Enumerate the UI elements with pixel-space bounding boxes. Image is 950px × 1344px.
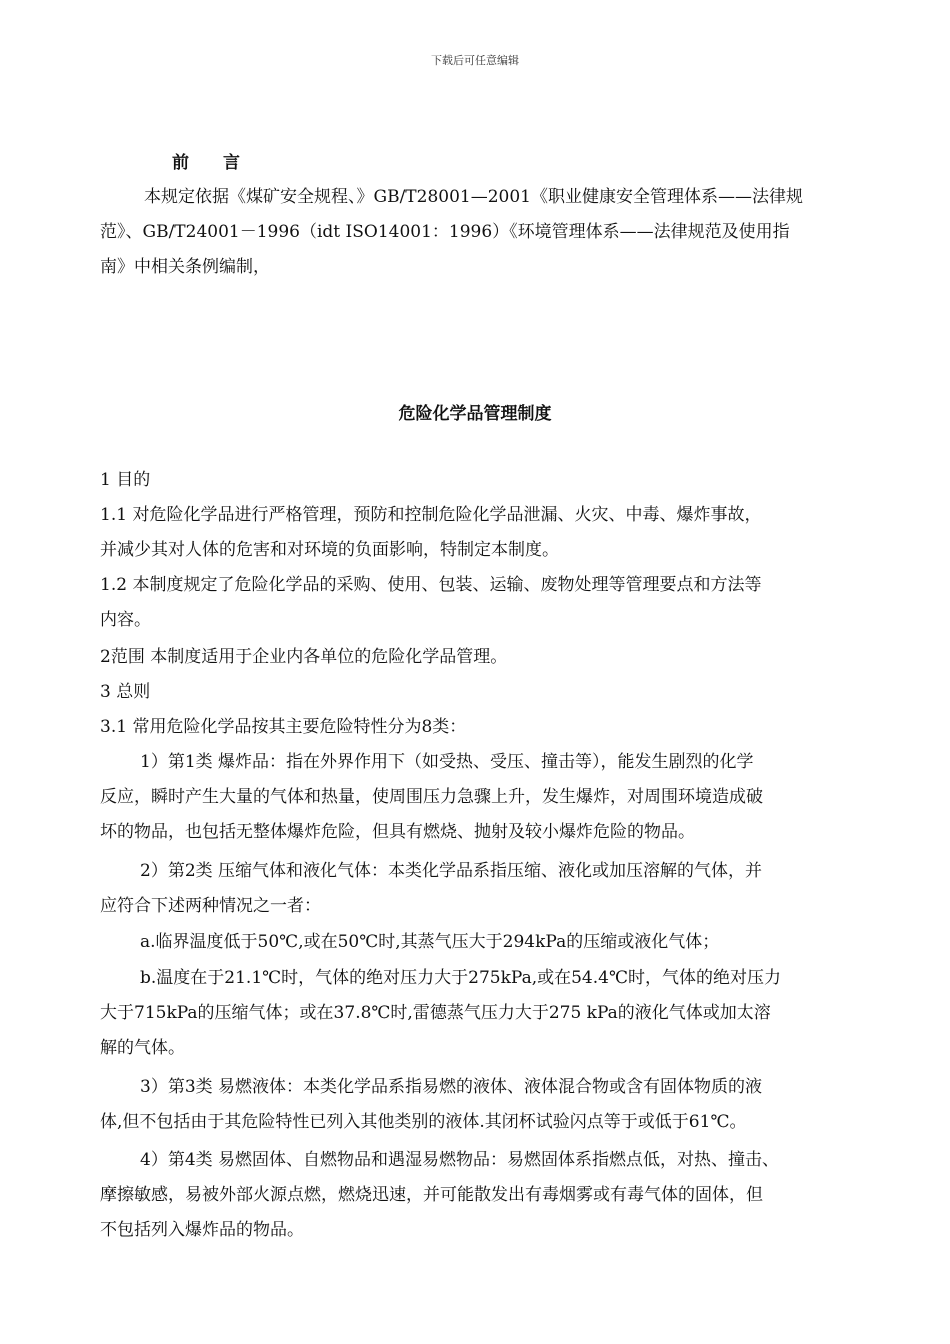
class-3-line-1: 3）第3类 易燃液体：本类化学品系指易燃的液体、液体混合物或含有固体物质的液 (140, 1077, 763, 1097)
document-title: 危险化学品管理制度 (398, 404, 552, 424)
section-1-1-line-2: 并减少其对人体的危害和对环境的负面影响，特制定本制度。 (100, 540, 559, 560)
preface-line-1: 本规定依据《煤矿安全规程、》GB/T28001—2001《职业健康安全管理体系——法律规 (144, 187, 803, 207)
section-2-line: 2范围 本制度适用于企业内各单位的危险化学品管理。 (100, 647, 508, 667)
page-header: 下载后可任意编辑 (431, 54, 519, 67)
class-2-line-1: 2）第2类 压缩气体和液化气体：本类化学品系指压缩、液化或加压溶解的气体，并 (140, 861, 763, 881)
class-1-line-1: 1）第1类 爆炸品：指在外界作用下（如受热、受压、撞击等），能发生剧烈的化学 (140, 752, 754, 772)
section-3-heading: 3 总则 (100, 682, 151, 702)
section-1-heading: 1 目的 (100, 470, 151, 490)
section-1-2-line-1: 1.2 本制度规定了危险化学品的采购、使用、包装、运输、废物处理等管理要点和方法等 (100, 575, 762, 595)
class-2-line-2: 应符合下述两种情况之一者： (100, 896, 321, 916)
class-4-line-2: 摩擦敏感，易被外部火源点燃，燃烧迅速，并可能散发出有毒烟雾或有毒气体的固体，但 (100, 1185, 763, 1205)
class-2-item-b-line-2: 大于715kPa的压缩气体；或在37.8℃时,雷德蒸气压力大于275 kPa的液化气体或加太溶 (100, 1003, 771, 1023)
section-3-1-line: 3.1 常用危险化学品按其主要危险特性分为8类： (100, 717, 467, 737)
class-4-line-3: 不包括列入爆炸品的物品。 (100, 1220, 304, 1240)
preface-title: 前 言 (172, 153, 240, 173)
section-1-2-line-2: 内容。 (100, 610, 151, 630)
class-1-line-3: 坏的物品，也包括无整体爆炸危险，但具有燃烧、抛射及较小爆炸危险的物品。 (100, 822, 695, 842)
section-1-1-line-1: 1.1 对危险化学品进行严格管理，预防和控制危险化学品泄漏、火灾、中毒、爆炸事故， (100, 505, 762, 525)
class-2-item-b-line-1: b.温度在于21.1℃时，气体的绝对压力大于275kPa,或在54.4℃时，气体的绝对压力 (140, 968, 781, 988)
preface-line-3: 南》中相关条例编制， (100, 257, 270, 277)
class-2-item-b-line-3: 解的气体。 (100, 1038, 185, 1058)
class-4-line-1: 4）第4类 易燃固体、自燃物品和遇湿易燃物品：易燃固体系指燃点低，对热、撞击、 (140, 1150, 780, 1170)
preface-line-2: 范》、GB/T24001－1996（idt ISO14001：1996）《环境管理体系——法律规范及使用指 (100, 222, 790, 242)
class-2-item-a: a.临界温度低于50℃,或在50℃时,其蒸气压大于294kPa的压缩或液化气体； (140, 932, 720, 952)
class-1-line-2: 反应，瞬时产生大量的气体和热量，使周围压力急骤上升，发生爆炸，对周围环境造成破 (100, 787, 763, 807)
class-3-line-2: 体,但不包括由于其危险特性已列入其他类别的液体.其闭杯试验闪点等于或低于61℃。 (100, 1112, 747, 1132)
